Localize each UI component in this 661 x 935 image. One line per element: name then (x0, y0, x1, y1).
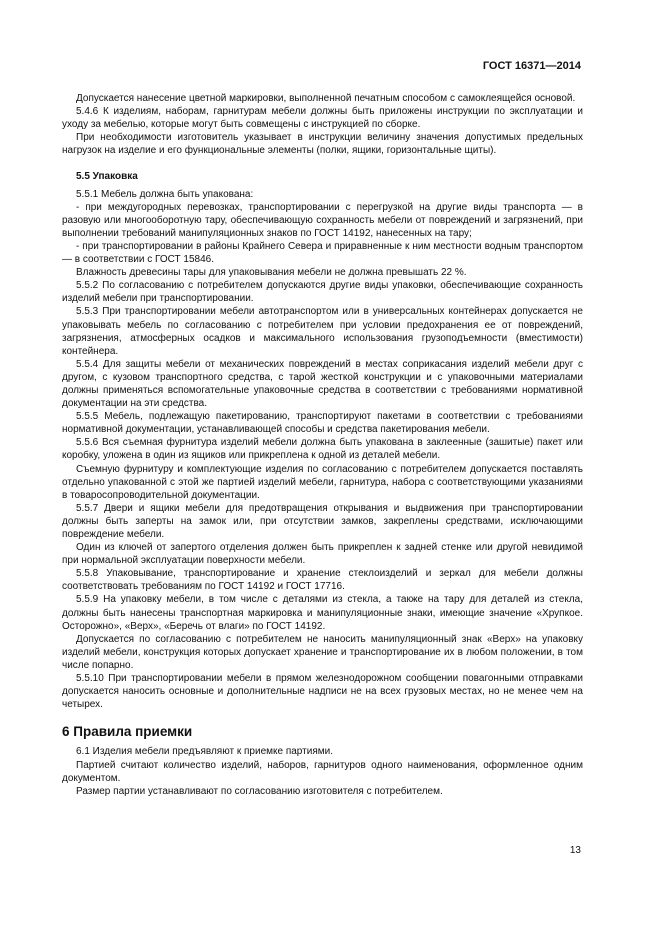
document-header: ГОСТ 16371—2014 (482, 60, 581, 72)
paragraph: 5.5.10 При транспортировании мебели в прямом железнодорожном сообщении повагонными отправками допускается наносить основные и дополнительные надписи не на всех грузовых местах, но не менее чем на четырех. (62, 673, 583, 711)
paragraph: При необходимости изготовитель указывает в инструкции величину значения допустимых предельных нагрузок на изделие и его функциональные элементы (полки, ящики, горизонтальные щиты). (62, 132, 583, 157)
paragraph: Размер партии устанавливают по согласованию изготовителя с потребителем. (76, 785, 443, 797)
page-number: 13 (569, 845, 581, 856)
paragraph: Партией считают количество изделий, наборов, гарнитуров одного наименования, оформленное одним документом. (62, 759, 583, 784)
paragraph: Один из ключей от запертого отделения должен быть прикреплен к задней стенке или другой невидимой при нормальной эксплуатации поверхности мебели. (62, 542, 583, 567)
paragraph: 5.5.2 По согласованию с потребителем допускаются другие виды упаковки, обеспечивающие сохранность изделий мебели при транспортировании. (62, 280, 583, 305)
paragraph: 5.5.1 Мебель должна быть упакована: (76, 188, 254, 200)
paragraph: Съемную фурнитуру и комплектующие изделия по согласованию с потребителем допускается поставлять отдельно упакованной с этой же партией изделий мебели, гарнитура, набора с соответствующими указаниями в товаросопроводительной документации. (62, 463, 583, 501)
section-heading-acceptance-rules: 6 Правила приемки (62, 724, 193, 740)
paragraph: 5.5.3 При транспортировании мебели автотранспортом или в универсальных контейнерах допускается не упаковывать мебель по согласованию с потребителем при условии предохранения ее от повреждений, загрязнения, атмосферных осадков и максимального использования грузоподъемности (вместимости) контейнера. (62, 306, 583, 357)
paragraph: 5.5.8 Упаковывание, транспортирование и хранение стеклоизделий и зеркал для мебели должны соответствовать требованиям по ГОСТ 14192 и ГОСТ 17716. (62, 568, 583, 593)
paragraph: - при транспортировании в районы Крайнего Севера и приравненные к ним местности водным транспортом — в соответствии с ГОСТ 15846. (62, 240, 583, 266)
paragraph: 5.5.5 Мебель, подлежащую пакетированию, транспортируют пакетами в соответствии с требованиями нормативной документации, устанавливающей способы и средства пакетирования мебели. (62, 411, 583, 436)
paragraph: 5.5.7 Двери и ящики мебели для предотвращения открывания и выдвижения при транспортировании должны быть заперты на замок или, при отсутствии замков, закреплены средствами, исключающими повреждение мебели. (62, 502, 583, 540)
paragraph: Влажность древесины тары для упаковывания мебели не должна превышать 22 %. (76, 267, 467, 279)
paragraph: 6.1 Изделия мебели предъявляют к приемке партиями. (76, 746, 333, 758)
paragraph: 5.5.9 На упаковку мебели, в том числе с деталями из стекла, а также на тару для деталей из стекла, должны быть нанесены транспортная маркировка и манипуляционные знаки, имеющие значение «Хрупкое. Осторожно», «Верх», «Беречь от влаги» по ГОСТ 14192. (62, 594, 583, 632)
paragraph: Допускается по согласованию с потребителем не наносить манипуляционный знак «Верх» на упаковку изделий мебели, конструкция которых допускает хранение и транспортирование их в любом положении, в том числе попарно. (62, 633, 583, 671)
section-heading-packaging: 5.5 Упаковка (76, 171, 138, 183)
paragraph: 5.5.6 Вся съемная фурнитура изделий мебели должна быть упакована в заклеенные (зашитые) пакет или коробку, уложена в один из ящиков или прикреплена к одной из деталей мебели. (62, 437, 583, 462)
paragraph: Допускается нанесение цветной маркировки, выполненной печатным способом с самоклеящейся основой. (76, 93, 576, 104)
paragraph: 5.5.4 Для защиты мебели от механических повреждений в местах соприкасания изделий мебели друг с другом, с кузовом транспортного средства, с тарой жесткой конструкции и с упаковочными материалами должны применяться вспомогательные упаковочные средства в соответствии с требованиями нормативной документации на эти средства. (62, 358, 583, 410)
page-body (62, 92, 583, 798)
paragraph: 5.4.6 К изделиям, наборам, гарнитурам мебели должны быть приложены инструкции по эксплуатации и уходу за мебелью, которые могут быть совмещены с инструкцией по сборке. (62, 106, 583, 131)
paragraph: - при междугородных перевозках, транспортировании с перегрузкой на другие виды транспорта — в разовую или многооборотную тару, обеспечивающую сохранность мебели от повреждений и загрязнений, при выполнении требований манипуляционных знаков по ГОСТ 14192, нанесенных на тару; (62, 201, 583, 239)
